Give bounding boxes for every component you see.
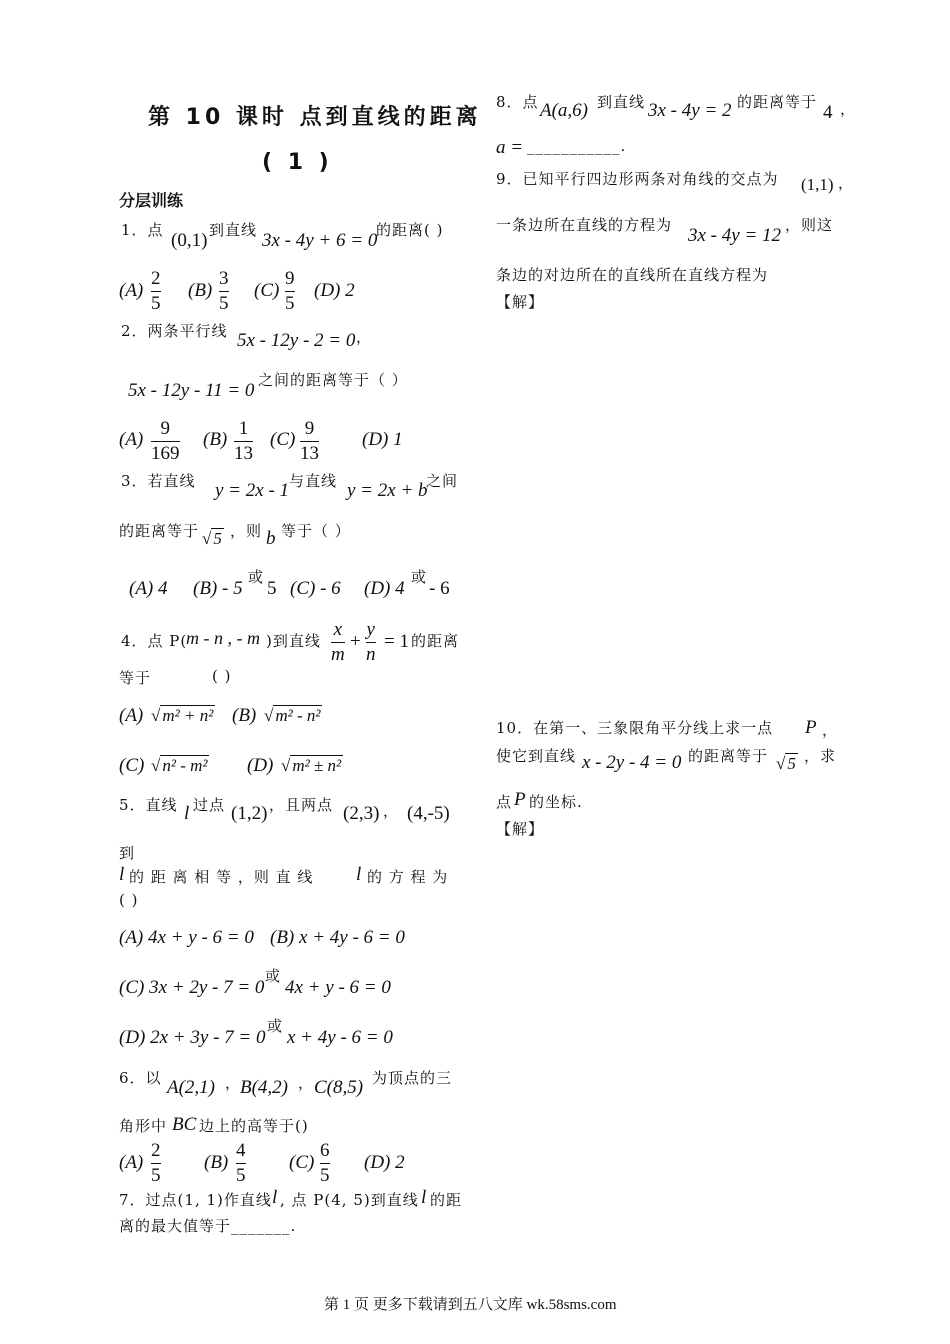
- q8-value: 4: [823, 102, 833, 123]
- q3-opt-c: (C) - 6: [290, 578, 341, 599]
- q5-opt-c2: 4x + y - 6 = 0: [285, 977, 391, 998]
- q5-paren: ( ): [119, 891, 139, 909]
- q10-stem-e: 点: [496, 793, 513, 811]
- q4-frac-y-n: y n: [366, 619, 376, 665]
- q5-l3: l: [356, 864, 362, 885]
- q9-solution-label: 【解】: [496, 293, 545, 311]
- q9-stem-b: 一条边所在直线的方程为: [496, 216, 673, 234]
- q1-opt-c-fraction: 9 5: [285, 268, 295, 314]
- q5-stem-e: 的 距 离 相 等 ，则 直 线: [129, 868, 314, 886]
- q3-or-2: 或: [411, 568, 428, 586]
- q6-stem-c: 角形中: [119, 1117, 168, 1135]
- q9-point: (1,1): [801, 175, 834, 194]
- q2-opt-b-fraction: 1 13: [234, 418, 253, 464]
- q10-p2: P: [514, 789, 526, 810]
- q6-bc: BC: [172, 1114, 197, 1135]
- q9-line: 3x - 4y = 12: [688, 225, 782, 246]
- q2-line1: 5x - 12y - 2 = 0: [237, 330, 356, 351]
- q3-stem-c: 之间: [426, 472, 459, 490]
- q1-opt-a-fraction: 2 5: [151, 268, 161, 314]
- q6-opt-b-label: (B): [204, 1152, 229, 1173]
- q9-comma: ，: [838, 174, 855, 192]
- q6-opt-b-fraction: 4 5: [236, 1140, 246, 1186]
- q10-stem-d: ，求: [804, 747, 837, 765]
- page-footer: 第 1 页 更多下载请到五八文库 wk.58sms.com: [324, 1297, 617, 1313]
- q4-eq: = 1: [384, 631, 409, 652]
- q2-opt-c-fraction: 9 13: [300, 418, 319, 464]
- q5-p1: (1,2): [231, 803, 268, 824]
- q2-opt-b-label: (B): [203, 429, 228, 450]
- q4-opt-d-label: (D): [247, 755, 274, 776]
- q3-opt-b2: 5: [267, 578, 277, 599]
- q8-answer-label: a =: [496, 137, 524, 158]
- q5-comma: ，: [383, 802, 400, 820]
- q2-stem-a: 2．两条平行线: [121, 322, 228, 340]
- q7-line1-b: , 点 P(4, 5)到直线: [280, 1191, 419, 1209]
- q4-opt-b-sqrt: √ m² - n²: [264, 706, 321, 725]
- q7-line1-c: 的距: [430, 1191, 463, 1209]
- q6-opt-c-fraction: 6 5: [320, 1140, 330, 1186]
- q8-comma: ，: [840, 100, 857, 118]
- q7-line1-a: 7．过点(1, 1)作直线: [119, 1191, 272, 1209]
- q5-p3: (4,-5): [407, 803, 450, 824]
- page-title: 第 10 课时 点到直线的距离: [148, 105, 482, 130]
- q3-stem-a: 3．若直线: [121, 472, 196, 490]
- q9-stem-a: 9．已知平行四边形两条对角线的交点为: [496, 170, 779, 188]
- q3-stem-f: 等于（ ）: [281, 522, 351, 540]
- q3-stem-d: 的距离等于: [119, 522, 200, 540]
- q1-opt-c-label: (C): [254, 280, 280, 301]
- q3-line1: y = 2x - 1: [215, 480, 290, 501]
- q5-stem-b: 过点: [193, 796, 226, 814]
- q8-stem-a: 8．点: [496, 93, 539, 111]
- q5-opt-d: (D) 2x + 3y - 7 = 0: [119, 1027, 266, 1048]
- q8-point-a: A(a,6): [540, 100, 589, 121]
- q3-or-1: 或: [248, 568, 265, 586]
- q7-l-1: l: [272, 1187, 278, 1208]
- q5-stem-d: 到: [119, 844, 136, 862]
- q4-opt-b-label: (B): [232, 705, 257, 726]
- q1-opt-a-label: (A): [119, 280, 144, 301]
- q3-opt-d: (D) 4: [364, 578, 405, 599]
- q4-opt-a-label: (A): [119, 705, 144, 726]
- q5-p2: (2,3): [343, 803, 380, 824]
- q6-stem-d: 边上的高等于(): [199, 1117, 309, 1135]
- q10-stem-f: 的坐标.: [529, 793, 583, 811]
- q9-stem-c: ，则这: [785, 216, 834, 234]
- q10-stem-b: 使它到直线: [496, 747, 577, 765]
- q4-opt-c-label: (C): [119, 755, 145, 776]
- q1-stem-a: 1．点: [121, 221, 164, 239]
- q6-point-c: C(8,5): [314, 1077, 364, 1098]
- q10-stem-c: 的距离等于: [688, 747, 769, 765]
- q6-comma-2: ，: [298, 1074, 315, 1092]
- q4-frac-x-m: x m: [331, 619, 345, 665]
- q9-stem-d: 条边的对边所在的直线所在直线方程为: [496, 266, 769, 284]
- q1-stem-b: 到直线: [209, 221, 258, 239]
- q6-comma-1: ，: [225, 1074, 242, 1092]
- q6-stem-a: 6．以: [119, 1069, 162, 1087]
- q3-stem-b: 与直线: [289, 472, 338, 490]
- q7-line2: 离的最大值等于_______.: [119, 1217, 297, 1235]
- q4-stem-b: )到直线: [266, 632, 321, 650]
- q6-point-a: A(2,1): [167, 1077, 216, 1098]
- q10-p: P: [805, 717, 817, 738]
- q10-line: x - 2y - 4 = 0: [582, 752, 682, 773]
- q2-comma: ，: [356, 328, 373, 346]
- q3-stem-e: ，则: [230, 522, 263, 540]
- q6-opt-c-label: (C): [289, 1152, 315, 1173]
- q4-paren: ( ): [212, 667, 232, 685]
- q4-stem-c: 的距离: [411, 632, 460, 650]
- q5-l2: l: [119, 864, 125, 885]
- q5-l: l: [184, 803, 190, 824]
- q4-opt-d-sqrt: √ m² ± n²: [281, 756, 342, 775]
- q4-coords: m - n , - m: [186, 628, 260, 648]
- q2-opt-a-label: (A): [119, 429, 144, 450]
- q2-opt-a-fraction: 9 169: [151, 418, 180, 464]
- q5-stem-a: 5．直线: [119, 796, 178, 814]
- q5-stem-f: 的 方 程 为: [367, 868, 449, 886]
- q2-opt-d: (D) 1: [362, 429, 403, 450]
- q1-opt-b-label: (B): [188, 280, 213, 301]
- q6-stem-b: 为顶点的三: [372, 1069, 453, 1087]
- q7-l-2: l: [421, 1187, 427, 1208]
- q10-sqrt: √ 5: [776, 754, 796, 773]
- q6-opt-d: (D) 2: [364, 1152, 405, 1173]
- q8-stem-c: 的距离等于: [737, 93, 818, 111]
- q5-opt-c: (C) 3x + 2y - 7 = 0: [119, 977, 265, 998]
- q4-opt-c-sqrt: √ n² - m²: [151, 756, 208, 775]
- q4-stem-a: 4．点 P(: [121, 632, 188, 650]
- q6-point-b: B(4,2): [240, 1077, 289, 1098]
- q10-solution-label: 【解】: [496, 820, 545, 838]
- q3-opt-b: (B) - 5: [193, 578, 243, 599]
- q2-stem-b: 之间的距离等于（ ）: [258, 371, 408, 389]
- q8-answer-blank[interactable]: ___________.: [527, 137, 627, 155]
- q5-opt-b: (B) x + 4y - 6 = 0: [270, 927, 405, 948]
- q4-opt-a-sqrt: √ m² + n²: [151, 706, 214, 725]
- q4-stem-d: 等于: [119, 669, 152, 687]
- q3-line2: y = 2x + b: [347, 480, 428, 501]
- q5-or-1: 或: [265, 967, 282, 985]
- q10-comma: ，: [822, 721, 839, 739]
- q1-opt-d: (D) 2: [314, 280, 355, 301]
- q8-line: 3x - 4y = 2: [648, 100, 732, 121]
- q4-plus: +: [350, 631, 361, 652]
- q5-opt-a: (A) 4x + y - 6 = 0: [119, 927, 254, 948]
- q2-line2: 5x - 12y - 11 = 0: [128, 380, 255, 401]
- section-heading: 分层训练: [119, 191, 184, 210]
- q6-opt-a-label: (A): [119, 1152, 144, 1173]
- q1-line: 3x - 4y + 6 = 0: [262, 230, 378, 251]
- q1-stem-c: 的距离( ): [376, 221, 444, 239]
- q1-opt-b-fraction: 3 5: [219, 268, 229, 314]
- q3-opt-a: (A) 4: [129, 578, 168, 599]
- page-subtitle: ( 1 ): [262, 150, 333, 175]
- q3-sqrt: √ 5: [202, 529, 222, 548]
- q5-stem-c: ，且两点: [269, 796, 334, 814]
- q3-var-b: b: [266, 528, 276, 549]
- q1-point: (0,1): [171, 230, 208, 251]
- q3-opt-d2: - 6: [429, 578, 450, 599]
- q8-stem-b: 到直线: [597, 93, 646, 111]
- q6-opt-a-fraction: 2 5: [151, 1140, 161, 1186]
- q10-stem-a: 10．在第一、三象限角平分线上求一点: [496, 719, 774, 737]
- q2-opt-c-label: (C): [270, 429, 296, 450]
- q5-or-2: 或: [267, 1017, 284, 1035]
- q5-opt-d2: x + 4y - 6 = 0: [287, 1027, 393, 1048]
